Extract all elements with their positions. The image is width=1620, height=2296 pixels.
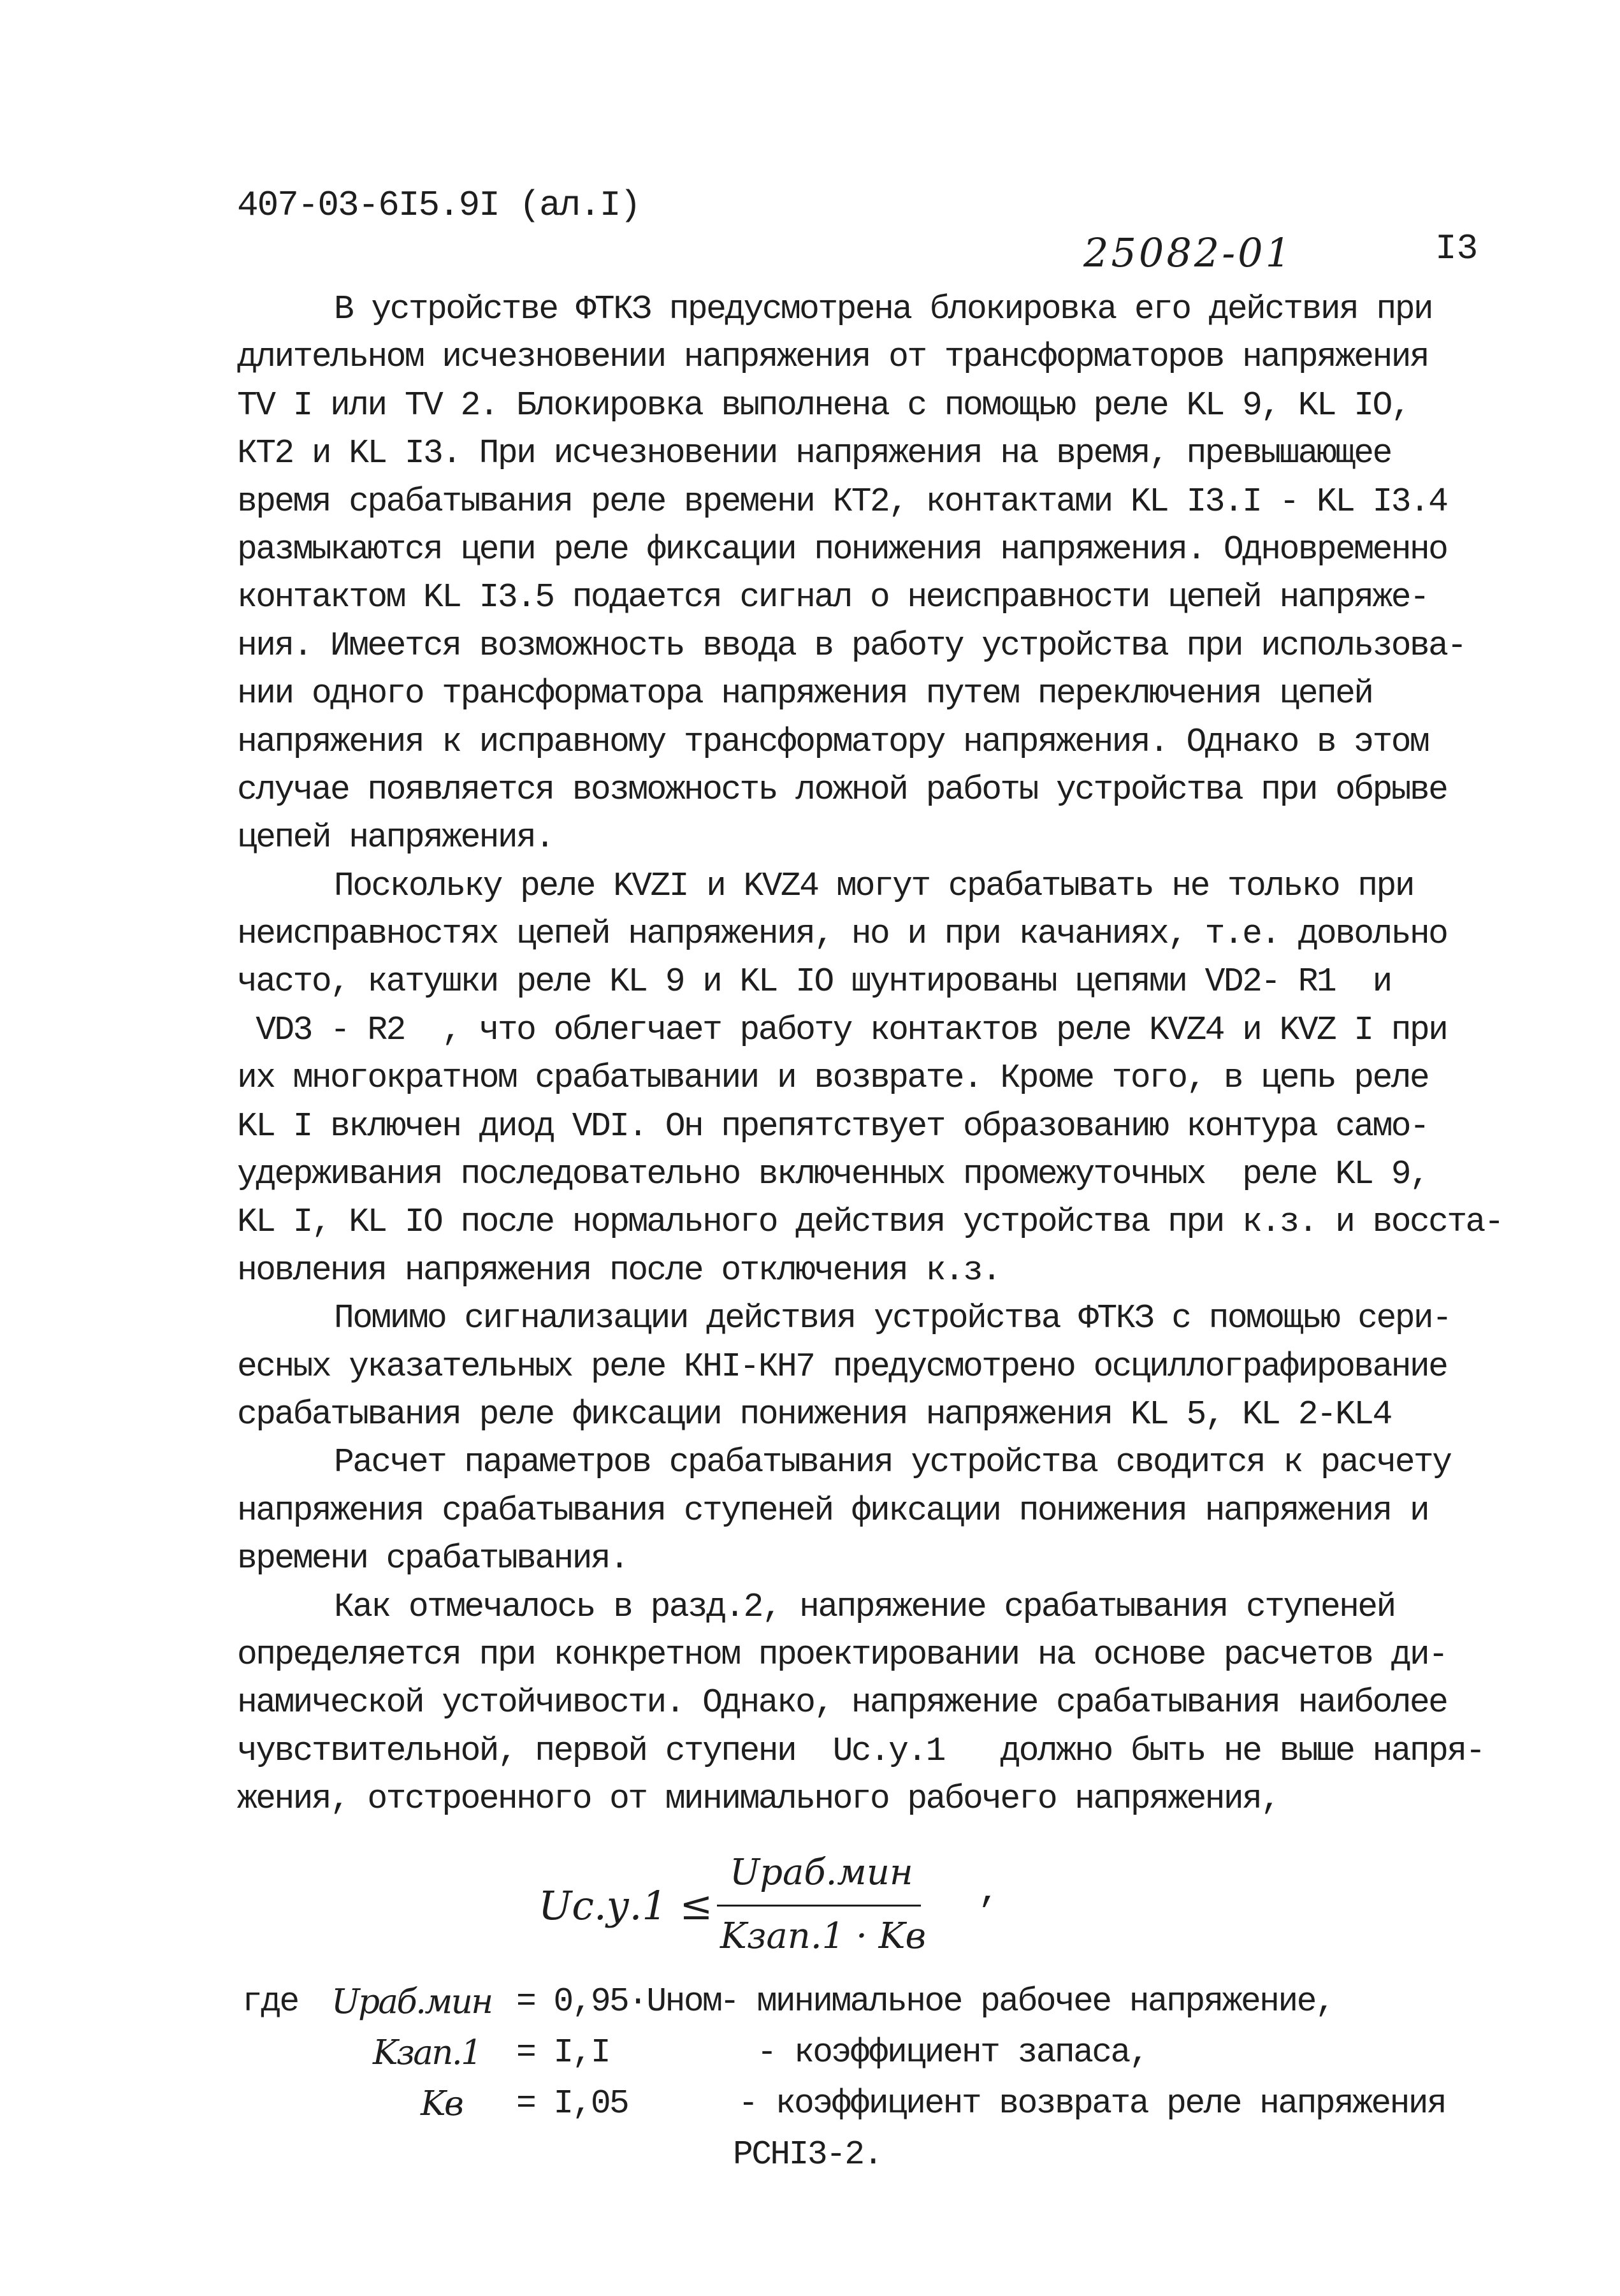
text-line: есных указательных реле КНI-КН7 предусмотрено осциллографирование — [237, 1347, 1447, 1386]
formula-lhs: Uс.у.1 ≤ — [539, 1882, 713, 1929]
definition-prefix: где — [242, 1982, 298, 2021]
text-line: времени срабатывания. — [237, 1539, 628, 1578]
text-line: КТ2 и KL I3. При исчезновении напряжения на время, превышающее — [237, 434, 1391, 473]
formula-comma: , — [978, 1871, 1000, 1912]
text-line: неисправностях цепей напряжения, но и при качаниях, т.е. довольно — [237, 915, 1447, 954]
text-line: В устройстве ФТКЗ предусмотрена блокировка его действия при — [334, 290, 1433, 328]
text-line: часто, катушки реле KL 9 и KL IO шунтированы цепями VD2- R1 и — [237, 963, 1391, 1001]
definition-description: - коэффициент возврата реле напряжения — [701, 2084, 1446, 2123]
text-line: новления напряжения после отключения к.з. — [237, 1251, 1001, 1290]
formula — [539, 1845, 1048, 1973]
text-line: случае появляется возможность ложной работы устройства при обрыве — [237, 770, 1447, 809]
text-line: намической устойчивости. Однако, напряжение срабатывания наиболее — [237, 1683, 1447, 1722]
text-line: TV I или TV 2. Блокировка выполнена с помощью реле KL 9, KL IO, — [237, 386, 1410, 425]
text-line: определяется при конкретном проектировании на основе расчетов ди- — [237, 1635, 1447, 1674]
text-line: длительном исчезновении напряжения от трансформаторов напряжения — [237, 338, 1429, 377]
page-number: I3 — [1435, 228, 1479, 269]
fraction-bar — [717, 1905, 921, 1907]
text-line: размыкаются цепи реле фиксации понижения напряжения. Одновременно — [237, 530, 1447, 569]
text-line: VD3 - R2 , что облегчает работу контактов реле KVZ4 и KVZ I при — [237, 1010, 1447, 1049]
text-line: контактом KL I3.5 подается сигнал о неисправности цепей напряже- — [237, 578, 1429, 617]
text-line: Как отмечалось в разд.2, напряжение срабатывания ступеней — [334, 1587, 1395, 1626]
text-line: напряжения к исправному трансформатору напряжения. Однако в этом — [237, 722, 1429, 761]
definition-description: - минимальное рабочее напряжение, — [701, 1982, 1334, 2021]
definition-symbol: Kзап.1 — [373, 2033, 481, 2072]
definition-symbol: Uраб.мин — [331, 1982, 492, 2021]
text-line: Помимо сигнализации действия устройства ФТКЗ с помощью сери- — [334, 1299, 1451, 1338]
text-line: цепей напряжения. — [237, 818, 554, 857]
text-line: срабатывания реле фиксации понижения напряжения KL 5, KL 2-KL4 — [237, 1395, 1391, 1434]
text-line: чувствительной, первой ступени Uс.у.1 должно быть не выше напря- — [237, 1731, 1484, 1770]
body-text — [237, 286, 1582, 1824]
text-line: напряжения срабатывания ступеней фиксации понижения напряжения и — [237, 1491, 1429, 1530]
definition-description: РСНI3-2. — [733, 2135, 882, 2174]
text-line: нии одного трансформатора напряжения путем переключения цепей — [237, 674, 1373, 713]
formula-numerator: Uраб.мин — [730, 1852, 913, 1893]
text-line: Расчет параметров срабатывания устройства сводится к расчету — [334, 1443, 1451, 1482]
text-line: KL I включен диод VDI. Он препятствует образованию контура само- — [237, 1107, 1429, 1145]
definition-value: = I,I — [516, 2033, 610, 2072]
definition-symbol: Kв — [421, 2084, 463, 2123]
definition-value: = I,05 — [516, 2084, 628, 2123]
handwritten-number: 25082-01 — [1083, 229, 1294, 276]
formula-denominator: Kзап.1 · Kв — [720, 1915, 927, 1957]
text-line: время срабатывания реле времени КТ2, контактами KL I3.I - KL I3.4 — [237, 482, 1447, 521]
text-line: KL I, KL IO после нормального действия устройства при к.з. и восста- — [237, 1203, 1503, 1242]
definition-description: - коэффициент запаса, — [701, 2033, 1148, 2072]
document-code: 407-03-6I5.9I (ал.I) — [237, 185, 640, 226]
text-line: ния. Имеется возможность ввода в работу устройства при использова- — [237, 626, 1466, 665]
definition-value: = 0,95·Uном — [516, 1982, 721, 2021]
text-line: Поскольку реле KVZI и KVZ4 могут срабатывать не только при — [334, 866, 1414, 905]
text-line: их многократном срабатывании и возврате. Кроме того, в цепь реле — [237, 1059, 1429, 1098]
text-line: удерживания последовательно включенных промежуточных реле KL 9, — [237, 1155, 1429, 1194]
text-line: жения, отстроенного от минимального рабочего напряжения, — [237, 1780, 1280, 1819]
